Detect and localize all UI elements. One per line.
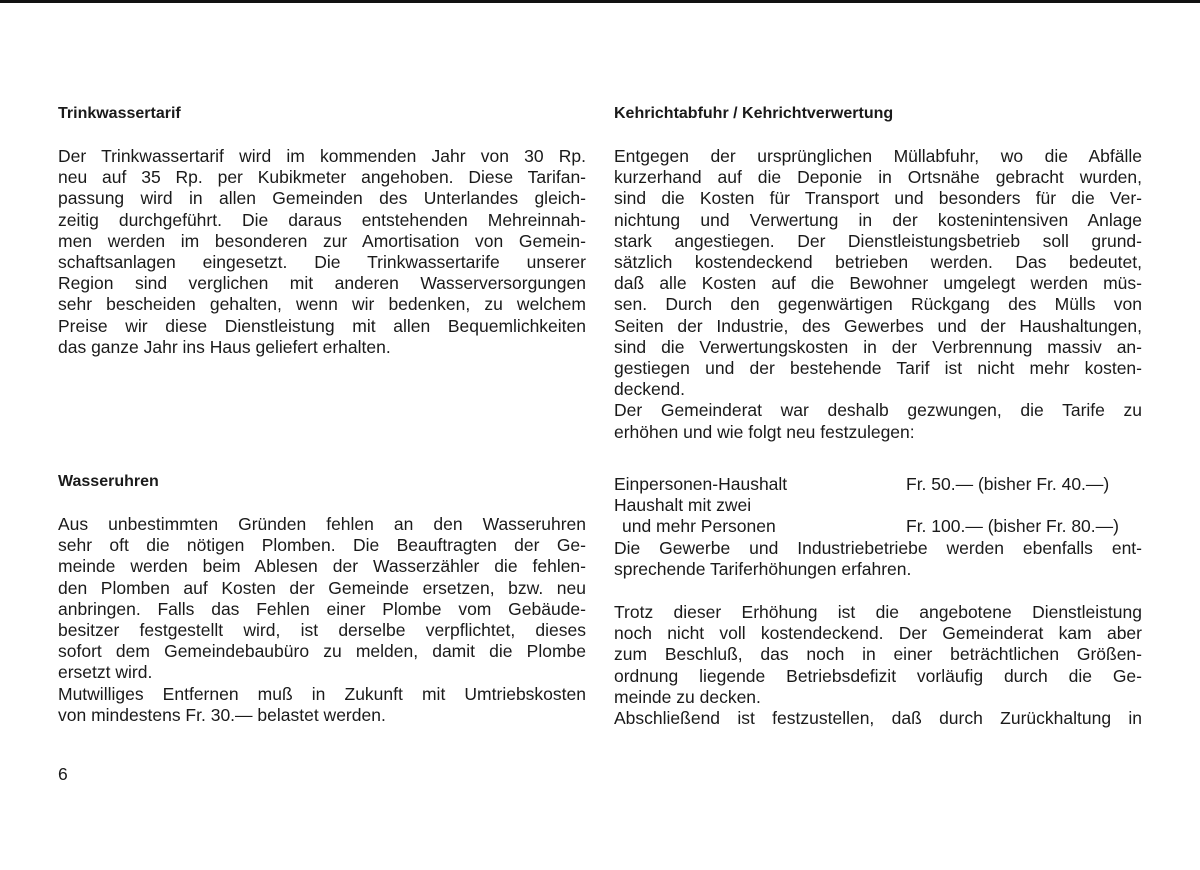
text-line: sofort dem Gemeindebaubüro zu melden, damit die Plombe	[58, 641, 586, 662]
text-line: neu auf 35 Rp. per Kubikmeter angehoben. Diese Tarifan-	[58, 167, 586, 188]
text-line: von mindestens Fr. 30.— belastet werden.	[58, 704, 386, 725]
paragraph-trotz	[614, 602, 1142, 729]
text-line: men werden im besonderen zur Amortisation von Gemein-	[58, 230, 586, 251]
tariff-price: Fr. 50.— (bisher Fr. 40.—)	[906, 474, 1110, 494]
paragraph-wasseruhren	[58, 514, 586, 726]
text-line: kurzerhand auf die Deponie in Ortsnähe gebracht wurden,	[614, 167, 1142, 188]
text-line: anbringen. Falls das Fehlen einer Plombe vom Gebäude-	[58, 598, 586, 619]
text-line: Preise wir diese Dienstleistung mit allen Bequemlichkeiten	[58, 315, 586, 336]
text-line: zeitig durchgeführt. Die daraus entstehenden Mehreinnah-	[58, 209, 586, 230]
text-line: Die Gewerbe und Industriebetriebe werden ebenfalls ent-	[614, 538, 1142, 558]
text-line: sprechende Tariferhöhungen erfahren.	[614, 559, 912, 580]
text-line: Entgegen der ursprünglichen Müllabfuhr, wo die Abfälle	[614, 146, 1142, 166]
tariff-row	[614, 495, 1142, 516]
text-line: stark angestiegen. Der Dienstleistungsbetrieb soll grund-	[614, 230, 1142, 251]
text-line: den Plomben auf Kosten der Gemeinde ersetzen, bzw. neu	[58, 577, 586, 598]
text-line: ersetzt wird.	[58, 662, 153, 683]
text-line: besitzer festgestellt wird, ist derselbe verpflichtet, dieses	[58, 620, 586, 641]
text-line: Abschließend ist festzustellen, daß durch Zurückhaltung in	[614, 708, 1142, 729]
heading-trinkwassertarif: Trinkwassertarif	[58, 105, 181, 122]
page-number: 6	[58, 764, 68, 784]
tariff-row	[614, 516, 1142, 537]
tariff-label: und mehr Personen	[622, 516, 776, 537]
text-line: passung wird in allen Gemeinden des Unterlandes gleich-	[58, 188, 586, 209]
tariff-price: Fr. 100.— (bisher Fr. 80.—)	[906, 516, 1119, 537]
tariff-label: Haushalt mit zwei	[614, 495, 752, 516]
tariff-label: Einpersonen-Haushalt	[614, 474, 788, 494]
text-line: meinde zu decken.	[614, 686, 761, 707]
text-line: sind die Verwertungskosten in der Verbrennung massiv an-	[614, 336, 1142, 357]
text-line: sind die Kosten für Transport und besonders für die Ver-	[614, 188, 1142, 209]
text-line: erhöhen und wie folgt neu festzulegen:	[614, 421, 915, 442]
text-line: deckend.	[614, 379, 686, 400]
text-line: Seiten der Industrie, des Gewerbes und der Haushaltungen,	[614, 315, 1142, 336]
paragraph-gewerbe	[614, 538, 1142, 580]
text-line: noch nicht voll kostendeckend. Der Gemeinderat kam aber	[614, 623, 1142, 644]
text-line: nichtung und Verwertung in der kostenintensiven Anlage	[614, 209, 1142, 230]
text-line: Aus unbestimmten Gründen fehlen an den Wasseruhren	[58, 514, 586, 534]
text-line: Der Gemeinderat war deshalb gezwungen, die Tarife zu	[614, 400, 1142, 421]
text-line: Region sind verglichen mit anderen Wasserversorgungen	[58, 273, 586, 294]
text-line: sen. Durch den gegenwärtigen Rückgang des Mülls von	[614, 294, 1142, 315]
paragraph-kehricht-intro	[614, 146, 1142, 443]
text-line: gestiegen und der bestehende Tarif ist nicht mehr kosten-	[614, 358, 1142, 379]
tariff-row	[614, 474, 1142, 495]
text-line: Mutwilliges Entfernen muß in Zukunft mit Umtriebskosten	[58, 683, 586, 704]
text-line: daß alle Kosten auf die Bewohner umgelegt werden müs-	[614, 273, 1142, 294]
text-line: sehr bescheiden gehalten, wenn wir bedenken, zu welchem	[58, 294, 586, 315]
text-line: schaftsanlagen eingesetzt. Die Trinkwassertarife unserer	[58, 252, 586, 273]
text-line: zum Beschluß, das noch in einer beträchtlichen Größen-	[614, 644, 1142, 665]
text-line: meinde werden beim Ablesen der Wasserzähler die fehlen-	[58, 556, 586, 577]
heading-wasseruhren: Wasseruhren	[58, 473, 159, 490]
paragraph-trinkwassertarif	[58, 146, 586, 358]
heading-kehrichtabfuhr: Kehrichtabfuhr / Kehrichtverwertung	[614, 105, 894, 122]
text-line: Der Trinkwassertarif wird im kommenden Jahr von 30 Rp.	[58, 146, 586, 166]
text-line: sehr oft die nötigen Plomben. Die Beauftragten der Ge-	[58, 535, 586, 556]
text-line: sätzlich kostendeckend betrieben werden. Das bedeutet,	[614, 252, 1142, 273]
text-line: ordnung liegende Betriebsdefizit vorläufig durch die Ge-	[614, 665, 1142, 686]
tariff-table	[614, 474, 1142, 538]
text-line: Trotz dieser Erhöhung ist die angebotene Dienstleistung	[614, 602, 1142, 622]
text-line: das ganze Jahr ins Haus geliefert erhalten.	[58, 336, 391, 357]
top-border	[0, 0, 1200, 3]
